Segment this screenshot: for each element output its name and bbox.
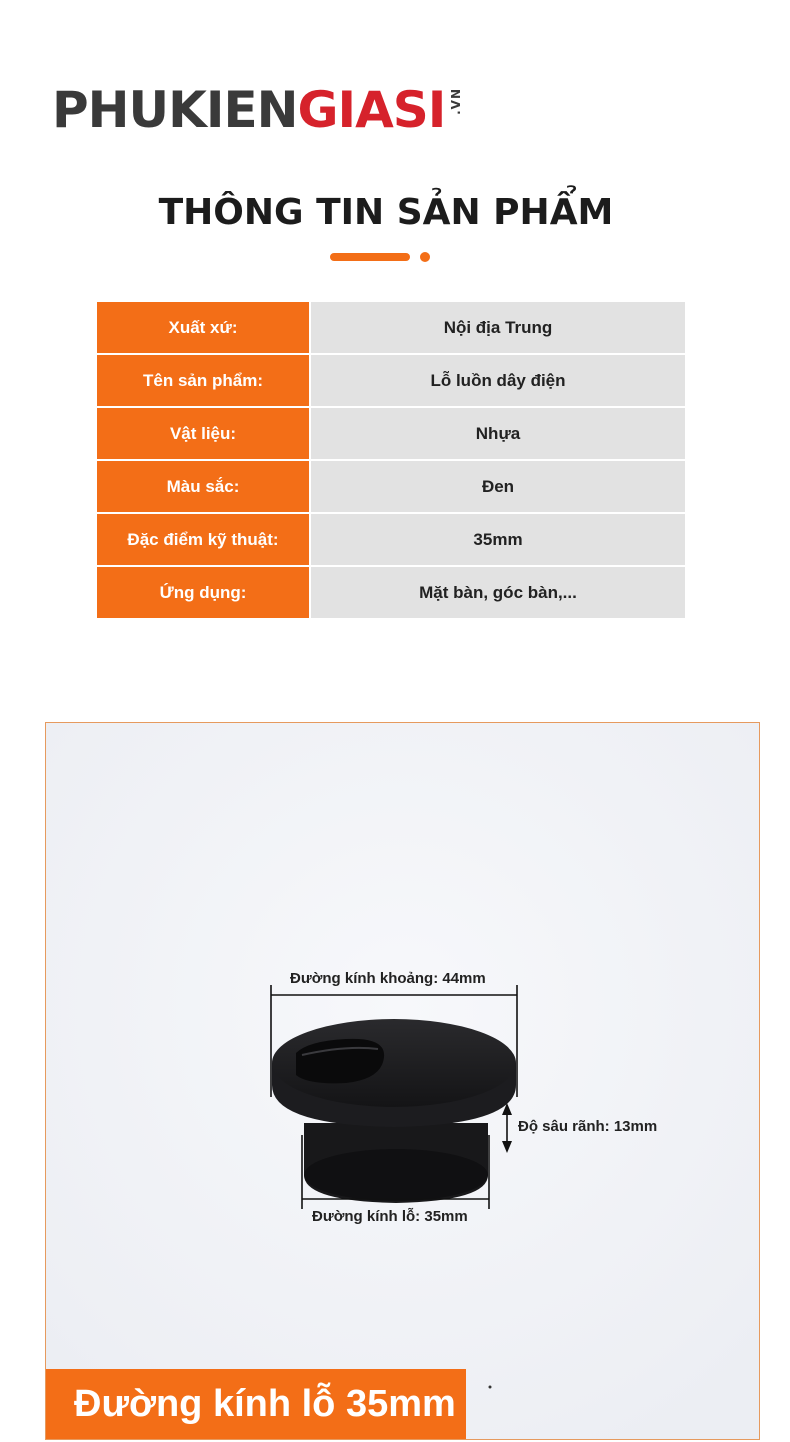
brand-logo: [52, 81, 464, 139]
spec-label: Màu sắc:: [97, 461, 309, 512]
spec-label: Tên sản phẩm:: [97, 355, 309, 406]
logo-text-suffix: .VN: [449, 88, 464, 115]
spec-value: Mặt bàn, góc bàn,...: [311, 567, 685, 618]
spec-value: Nhựa: [311, 408, 685, 459]
hole-diameter-label: Đường kính lỗ: 35mm: [312, 1208, 468, 1225]
logo-text-accent: GIASI: [297, 81, 446, 139]
spec-value: 35mm: [311, 514, 685, 565]
spec-row-material: [97, 408, 685, 459]
outer-diameter-label: Đường kính khoảng: 44mm: [290, 970, 486, 987]
spec-value: Lỗ luồn dây điện: [311, 355, 685, 406]
title-underline-dot: [420, 252, 430, 262]
product-illustration: [46, 723, 759, 1439]
spec-table: [97, 302, 685, 620]
spec-value: Đen: [311, 461, 685, 512]
spec-value: Nội địa Trung: [311, 302, 685, 353]
groove-depth-label: Độ sâu rãnh: 13mm: [518, 1118, 658, 1135]
page-title: THÔNG TIN SẢN PHẨM: [158, 192, 614, 233]
spec-row-product-name: [97, 355, 685, 406]
spec-label: Vật liệu:: [97, 408, 309, 459]
spec-row-origin: [97, 302, 685, 353]
product-photo-panel: [45, 722, 760, 1440]
spec-label: Ứng dụng:: [97, 567, 309, 618]
spec-label: Xuất xứ:: [97, 302, 309, 353]
spec-row-color: [97, 461, 685, 512]
title-underline: [330, 253, 410, 261]
spec-label: Đặc điểm kỹ thuật:: [97, 514, 309, 565]
spec-row-application: [97, 567, 685, 618]
caption-banner: Đường kính lỗ 35mm: [46, 1369, 466, 1439]
spec-row-specification: [97, 514, 685, 565]
logo-text-primary: PHUKIEN: [52, 81, 298, 139]
